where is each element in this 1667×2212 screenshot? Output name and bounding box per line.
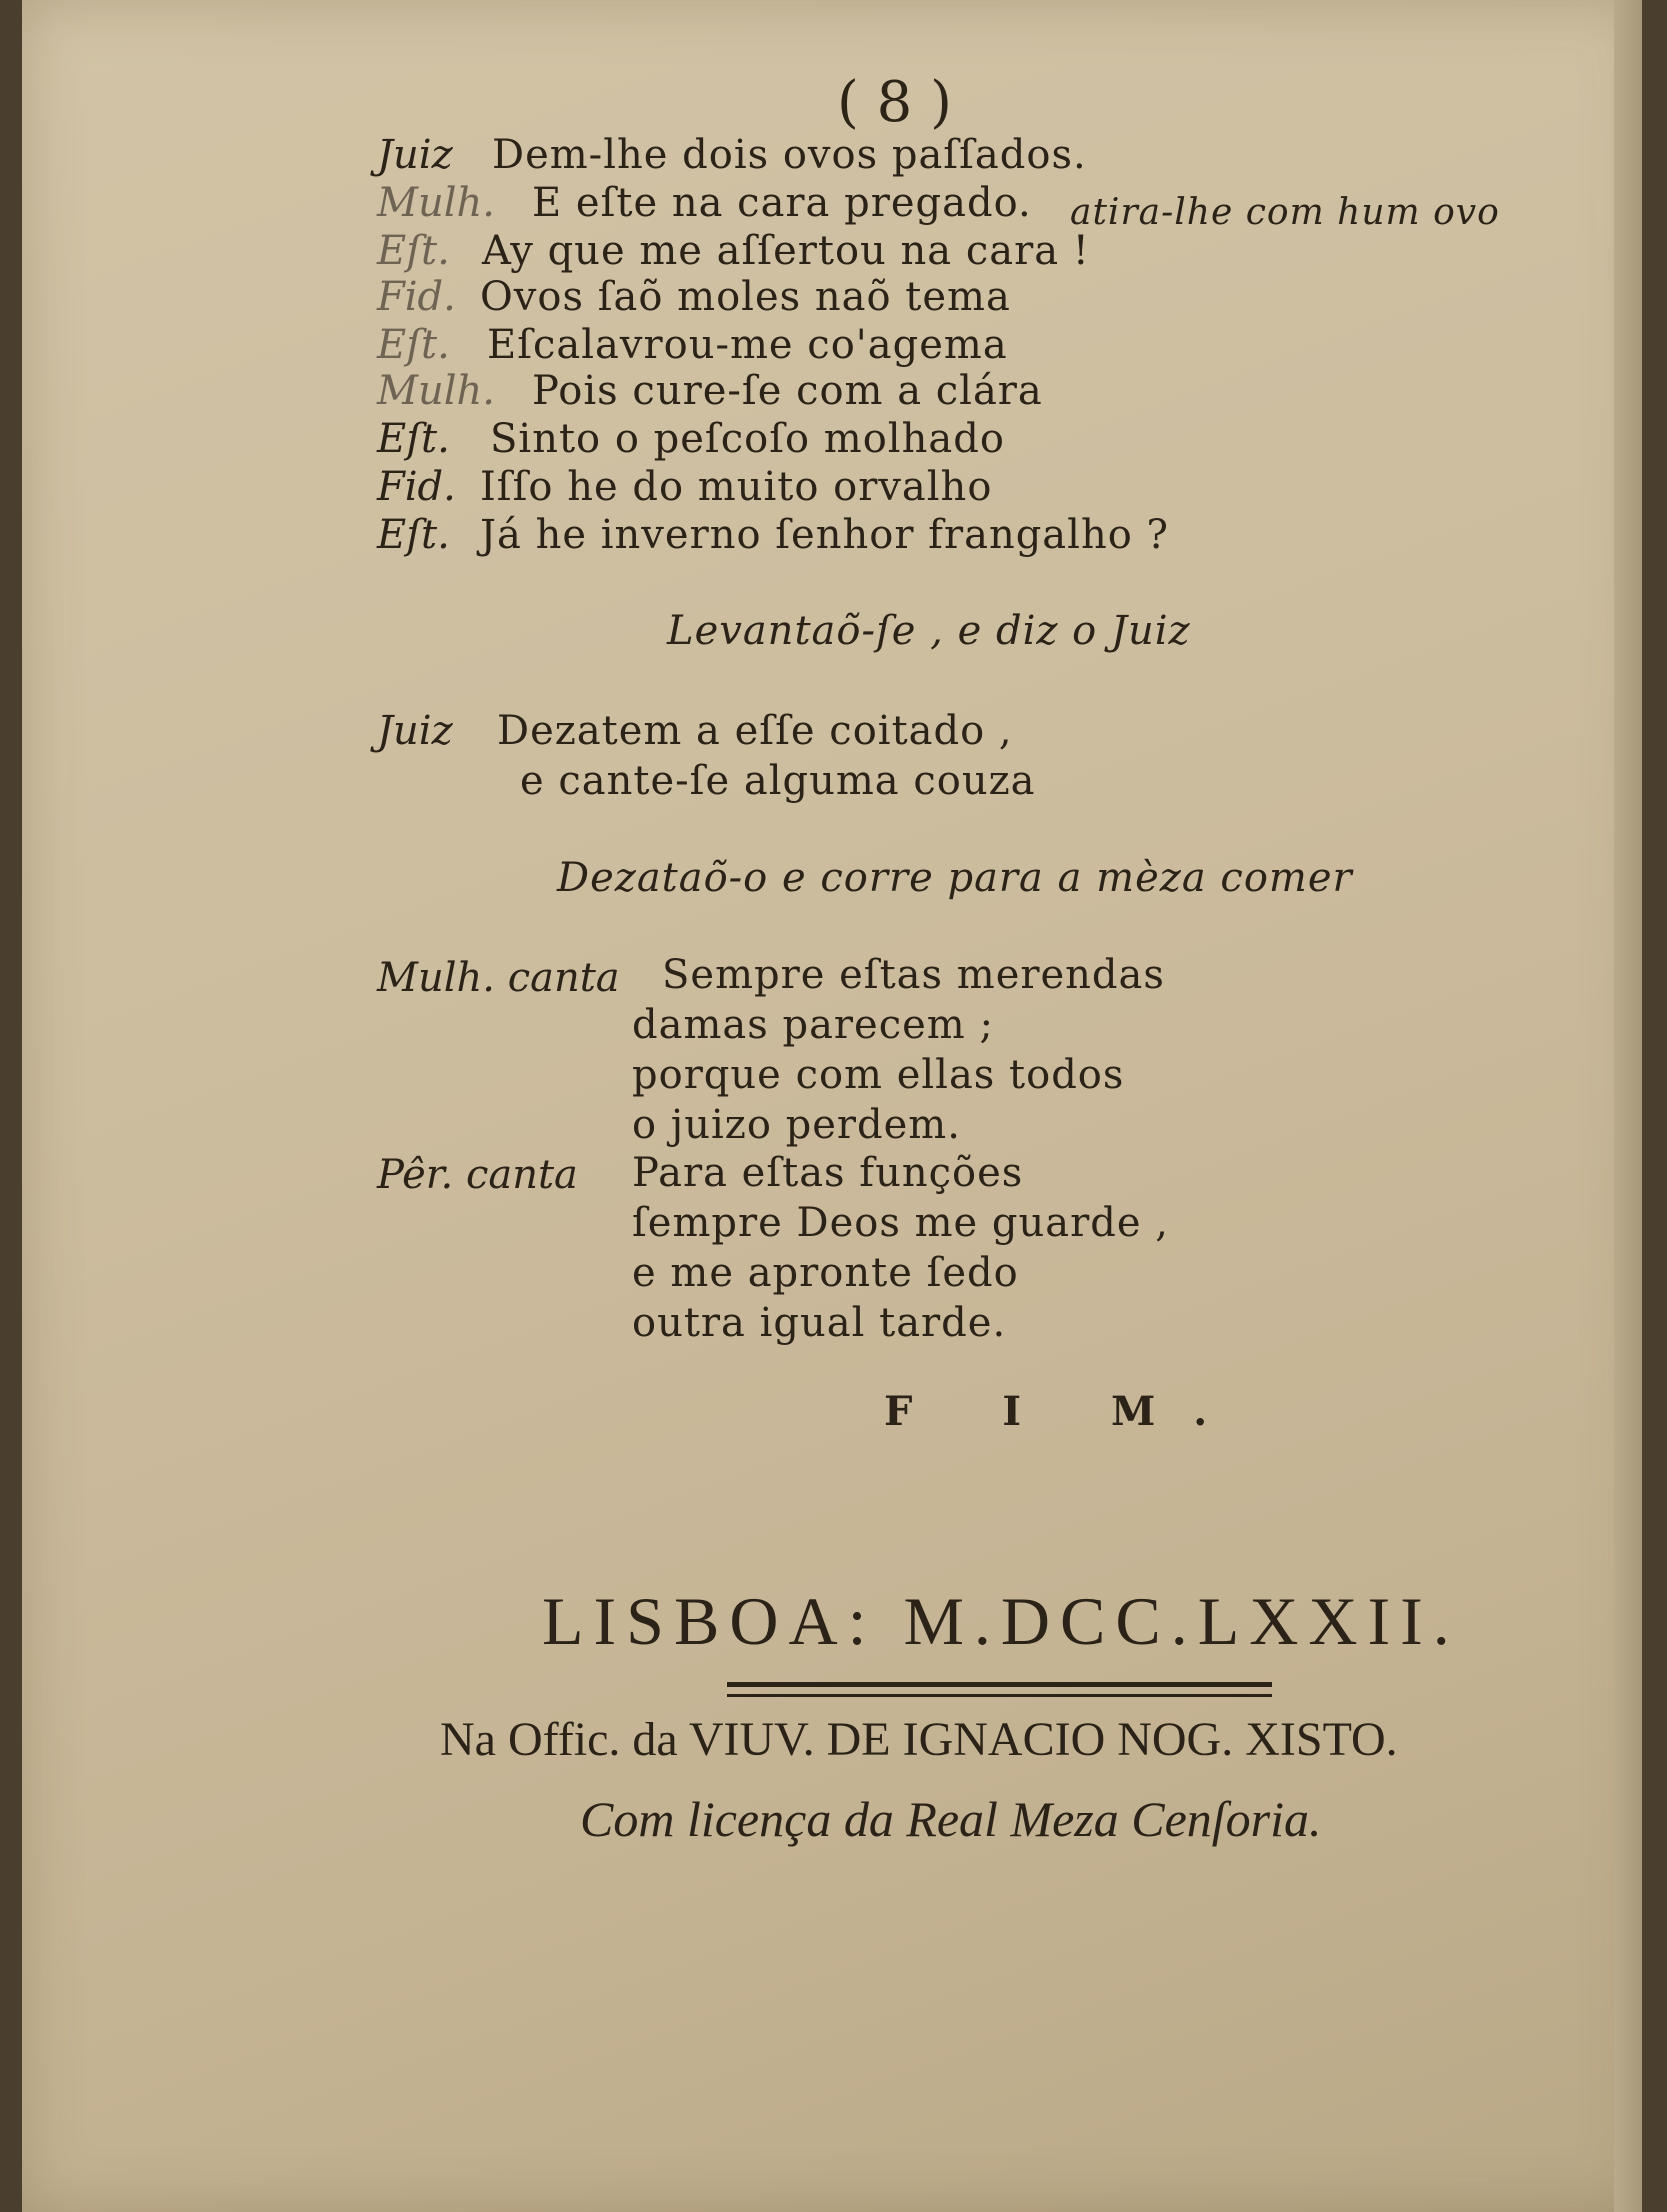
page-edge — [1614, 0, 1642, 2212]
dialogue-line: Dem-lhe dois ovos paſſados. — [492, 132, 1087, 178]
speaker-label: Mulh. — [377, 180, 495, 226]
judge-line: e cante-ſe alguma couza — [520, 758, 1036, 804]
imprint-licence: Com licença da Real Meza Cenſoria. — [580, 1791, 1322, 1847]
inline-stage-direction: atira-lhe com hum ovo — [1070, 192, 1500, 233]
song-line: porque com ellas todos — [632, 1052, 1125, 1098]
speaker-label: Eſt. — [377, 322, 450, 368]
dialogue-line: Já he inverno ſenhor frangalho ? — [480, 512, 1169, 558]
dialogue-line: Ay que me aſſertou na cara ! — [482, 228, 1090, 274]
song-line: e me apronte ſedo — [632, 1250, 1019, 1296]
song-speaker: Pêr. canta — [377, 1152, 578, 1198]
speaker-label: Juiz — [377, 708, 453, 754]
speaker-label: Eſt. — [377, 228, 450, 274]
imprint-printer: Na Offic. da VIUV. DE IGNACIO NOG. XISTO. — [440, 1713, 1398, 1766]
end-mark: F I M. — [884, 1388, 1246, 1435]
speaker-label: Mulh. — [377, 368, 495, 414]
song-line: outra igual tarde. — [632, 1300, 1007, 1346]
dialogue-line: Pois cure-ſe com a clára — [532, 368, 1043, 414]
dialogue-line: Sinto o peſcoſo molhado — [490, 416, 1005, 462]
song-line: ſempre Deos me guarde , — [632, 1200, 1169, 1246]
imprint-rule — [727, 1694, 1272, 1697]
imprint-city-year: LISBOA: M.DCC.LXXII. — [542, 1583, 1460, 1659]
speaker-label: Juiz — [377, 132, 453, 178]
dialogue-line: Ovos ſaõ moles naõ tema — [480, 274, 1011, 320]
speaker-label: Fid. — [377, 274, 456, 320]
speaker-label: Eſt. — [377, 416, 450, 462]
dialogue-line: Iſſo he do muito orvalho — [480, 464, 993, 510]
page-number: ( 8 ) — [837, 70, 952, 135]
stage-direction: Dezataõ-o e corre para a mèza comer — [557, 855, 1353, 901]
song-line: Sempre eſtas merendas — [662, 952, 1165, 998]
song-line: damas parecem ; — [632, 1002, 994, 1048]
imprint-rule — [727, 1682, 1272, 1687]
book-page — [22, 0, 1642, 2212]
song-line: Para eſtas funções — [632, 1150, 1024, 1196]
dialogue-line: Eſcalavrou-me co'agema — [487, 322, 1008, 368]
song-line: o juizo perdem. — [632, 1102, 961, 1148]
speaker-label: Fid. — [377, 464, 456, 510]
judge-line: Dezatem a eſſe coitado , — [497, 708, 1013, 754]
stage-direction: Levantaõ-ſe , e diz o Juiz — [667, 608, 1191, 654]
speaker-label: Eſt. — [377, 512, 450, 558]
song-speaker: Mulh. canta — [377, 955, 620, 1001]
dialogue-line: E eſte na cara pregado. — [532, 180, 1032, 226]
